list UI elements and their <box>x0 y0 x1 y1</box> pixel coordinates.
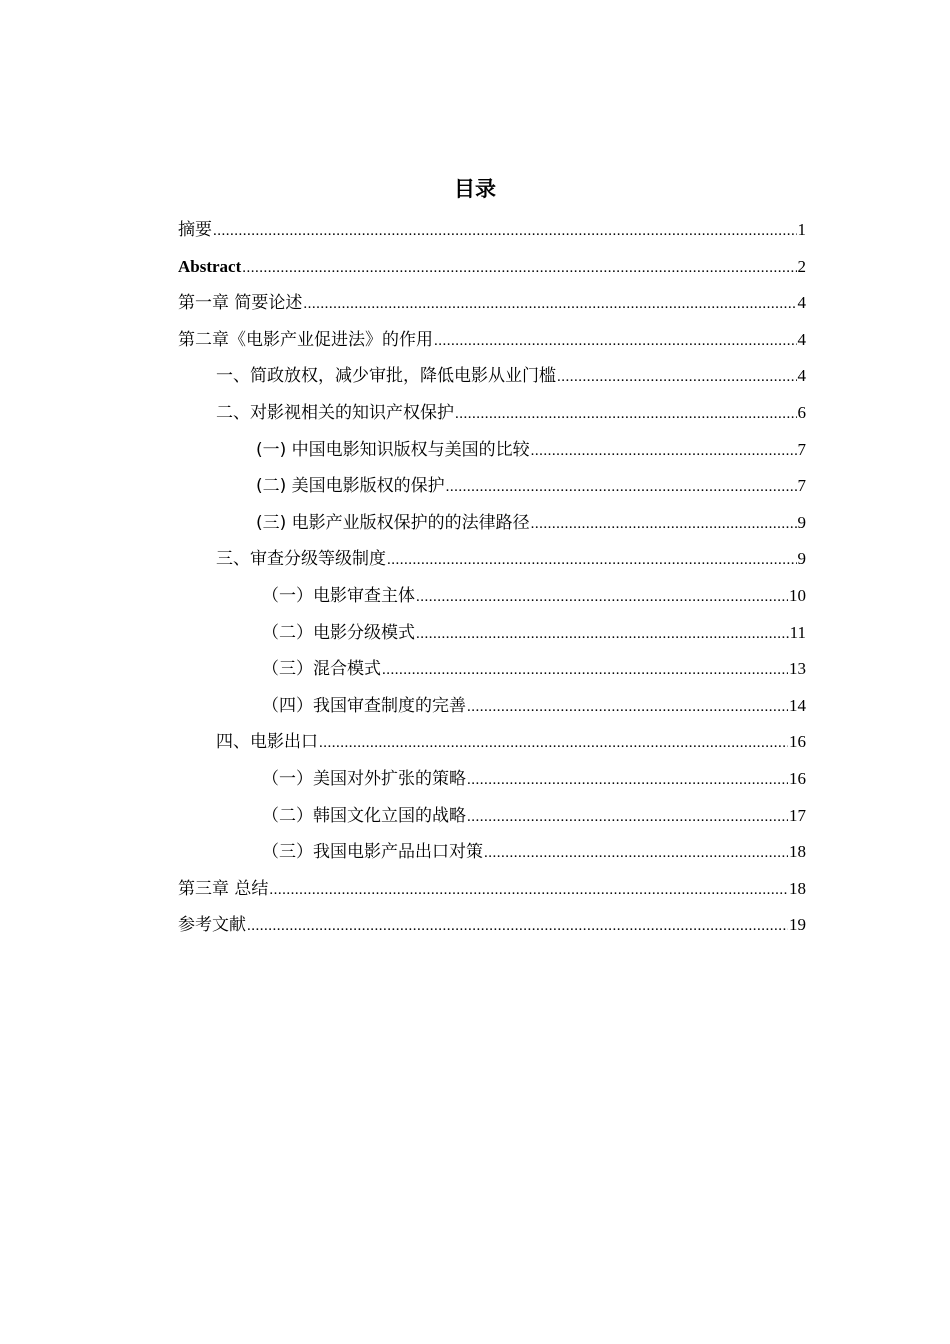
toc-dot-leader <box>242 250 796 286</box>
toc-dot-leader <box>269 872 788 908</box>
toc-entry[interactable] <box>178 249 806 286</box>
toc-entry[interactable] <box>178 761 806 798</box>
toc-entry-page-number: 1 <box>797 220 806 239</box>
toc-entry-page-number: 16 <box>789 732 806 752</box>
toc-entry-label: 参考文献 <box>178 915 246 936</box>
toc-dot-leader <box>247 908 788 944</box>
toc-entry-label: 一、简政放权，减少审批，降低电影从业门槛 <box>216 366 556 387</box>
toc-entry-label: 第二章《电影产业促进法》的作用 <box>178 329 433 350</box>
toc-entry[interactable] <box>178 907 806 944</box>
toc-entry[interactable] <box>178 578 806 615</box>
toc-dot-leader <box>446 469 797 505</box>
toc-entry-page-number: 17 <box>789 805 806 825</box>
toc-entry-label: 摘要 <box>178 220 212 240</box>
toc-dot-leader <box>434 323 797 359</box>
toc-entry[interactable] <box>178 358 806 395</box>
toc-entry-label: （三）我国电影产品出口对策 <box>262 842 483 863</box>
toc-entry-label: （二）电影分级模式 <box>262 622 415 643</box>
toc-entry-page-number: 7 <box>797 439 806 459</box>
toc-entry[interactable] <box>178 871 806 908</box>
toc-entry[interactable] <box>178 651 806 688</box>
toc-entry-page-number: 10 <box>789 585 806 605</box>
toc-entry-page-number: 7 <box>797 476 806 496</box>
toc-dot-leader <box>531 506 797 542</box>
toc-entry[interactable] <box>178 834 806 871</box>
toc-entry-label: （四）我国审查制度的完善 <box>262 695 466 716</box>
toc-entry-page-number: 14 <box>789 695 806 715</box>
toc-entry-label: (一) 中国电影知识版权与美国的比较 <box>256 439 530 460</box>
toc-entry[interactable] <box>178 688 806 725</box>
toc-dot-leader <box>387 542 797 578</box>
toc-dot-leader <box>455 396 797 432</box>
toc-entry-page-number: 2 <box>797 256 806 276</box>
toc-entry-page-number: 11 <box>789 622 806 642</box>
toc-dot-leader <box>467 762 788 798</box>
toc-entry-label: （一）美国对外扩张的策略 <box>262 768 466 789</box>
toc-dot-leader <box>557 359 797 395</box>
toc-entry-label: (三) 电影产业版权保护的的法律路径 <box>256 512 530 533</box>
toc-entry[interactable] <box>178 615 806 652</box>
toc-dot-leader <box>303 286 796 322</box>
toc-entry-page-number: 16 <box>789 768 806 788</box>
toc-dot-leader <box>531 433 797 469</box>
toc-title: 目录 <box>454 177 496 201</box>
toc-entry-page-number: 4 <box>797 329 806 349</box>
toc-dot-leader <box>416 579 788 615</box>
toc-entry-label: 四、电影出口 <box>216 732 318 753</box>
toc-entry-page-number: 6 <box>797 402 806 422</box>
toc-entry-page-number: 9 <box>797 549 806 569</box>
toc-entry-page-number: 18 <box>789 842 806 862</box>
toc-entry-page-number: 9 <box>797 512 806 532</box>
toc-entry[interactable] <box>178 212 806 249</box>
toc-entry-label: （三）混合模式 <box>262 659 381 680</box>
toc-dot-leader <box>382 652 788 688</box>
toc-entry[interactable] <box>178 395 806 432</box>
toc-entry[interactable] <box>178 724 806 761</box>
toc-entry-page-number: 4 <box>797 366 806 386</box>
toc-entry-label: Abstract <box>178 256 242 276</box>
toc-dot-leader <box>213 213 797 249</box>
toc-entry-page-number: 13 <box>789 659 806 679</box>
toc-entry-label: 二、对影视相关的知识产权保护 <box>216 402 454 423</box>
toc-entry-page-number: 4 <box>797 293 806 313</box>
toc-entry[interactable] <box>178 432 806 469</box>
toc-entry-label: （一）电影审查主体 <box>262 585 415 606</box>
toc-list <box>178 212 806 944</box>
toc-entry[interactable] <box>178 322 806 359</box>
toc-entry[interactable] <box>178 541 806 578</box>
toc-entry-page-number: 19 <box>789 915 806 935</box>
toc-entry[interactable] <box>178 468 806 505</box>
toc-dot-leader <box>467 799 788 835</box>
toc-entry-label: （二）韩国文化立国的战略 <box>262 805 466 826</box>
toc-dot-leader <box>484 835 788 871</box>
toc-dot-leader <box>319 725 788 761</box>
toc-dot-leader <box>467 689 788 725</box>
toc-entry-page-number: 18 <box>789 878 806 898</box>
toc-entry-label: 第三章 总结 <box>178 878 269 899</box>
toc-dot-leader <box>416 616 789 652</box>
toc-entry[interactable] <box>178 505 806 542</box>
toc-entry[interactable] <box>178 798 806 835</box>
toc-entry-label: 三、审查分级等级制度 <box>216 549 386 570</box>
toc-entry[interactable] <box>178 285 806 322</box>
toc-entry-label: 第一章 简要论述 <box>178 293 303 314</box>
toc-entry-label: (二) 美国电影版权的保护 <box>256 476 445 497</box>
